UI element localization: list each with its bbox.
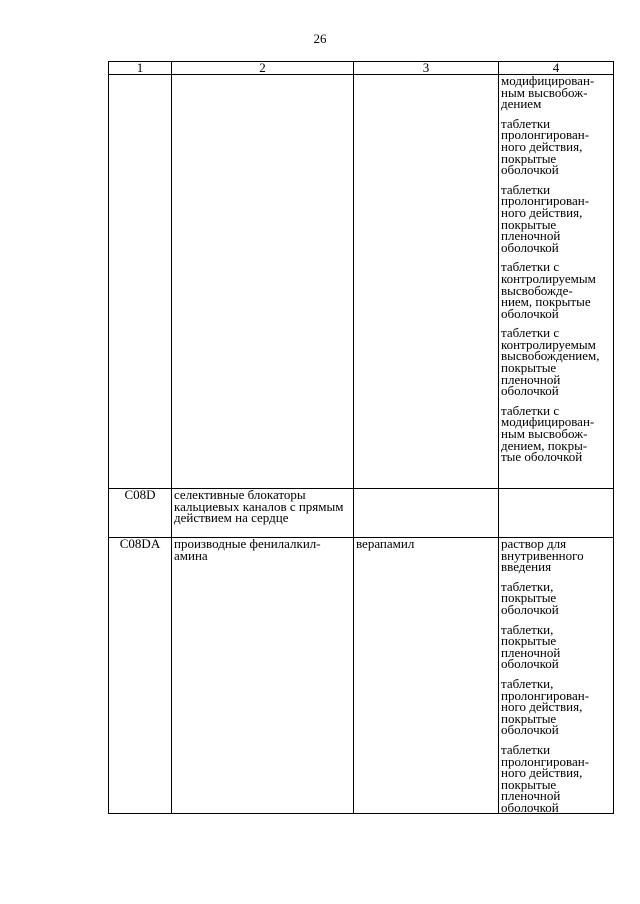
group-name-cell: производные фенилалкил- амина bbox=[172, 538, 354, 814]
group-name-cell: селективные блокаторы кальциевых каналов с прямым действием на сердце bbox=[172, 489, 354, 538]
dosage-form: таблетки пролонгирован- ного действия, покрытые оболочкой bbox=[501, 115, 590, 178]
dosage-form: таблетки с контролируемым высвобожде- нием, покрытые оболочкой bbox=[501, 259, 596, 321]
substance-cell: верапамил bbox=[354, 538, 499, 814]
dosage-forms-cell bbox=[499, 75, 614, 489]
dosage-form: таблетки с контролируемым высвобождением, покрытые пленочной оболочкой bbox=[501, 325, 600, 399]
header-col-3: 3 bbox=[354, 62, 499, 75]
header-col-1: 1 bbox=[109, 62, 172, 75]
atc-code-cell: C08DA bbox=[109, 538, 172, 814]
group-name-cell bbox=[172, 75, 354, 489]
dosage-form: таблетки с модифицирован- ным высвобож- дением, покры- тые оболочкой bbox=[501, 402, 595, 465]
dosage-form: раствор для внутривенного введения bbox=[501, 536, 584, 575]
table-row bbox=[109, 538, 614, 814]
dosage-form: таблетки пролонгирован- ного действия, покрытые пленочной оболочкой bbox=[501, 181, 590, 255]
dosage-form: таблетки пролонгирован- ного действия, покрытые пленочной оболочкой bbox=[501, 741, 590, 815]
dosage-form: таблетки, покрытые оболочкой bbox=[501, 578, 559, 617]
dosage-form: таблетки, пролонгирован- ного действия, покрытые оболочкой bbox=[501, 675, 590, 738]
substance-cell bbox=[354, 489, 499, 538]
table-row bbox=[109, 75, 614, 489]
dosage-forms-cell bbox=[499, 489, 614, 538]
atc-code-cell bbox=[109, 75, 172, 489]
table-row bbox=[109, 489, 614, 538]
header-col-4: 4 bbox=[499, 62, 614, 75]
substance-cell bbox=[354, 75, 499, 489]
dosage-forms-cell bbox=[499, 538, 614, 814]
header-col-2: 2 bbox=[172, 62, 354, 75]
dosage-form: таблетки, покрытые пленочной оболочкой bbox=[501, 621, 561, 672]
page-number: 26 bbox=[313, 31, 327, 46]
drug-table bbox=[108, 61, 614, 814]
dosage-form: модифицирован- ным высвобож- дением bbox=[501, 73, 595, 112]
atc-code-cell: C08D bbox=[109, 489, 172, 538]
